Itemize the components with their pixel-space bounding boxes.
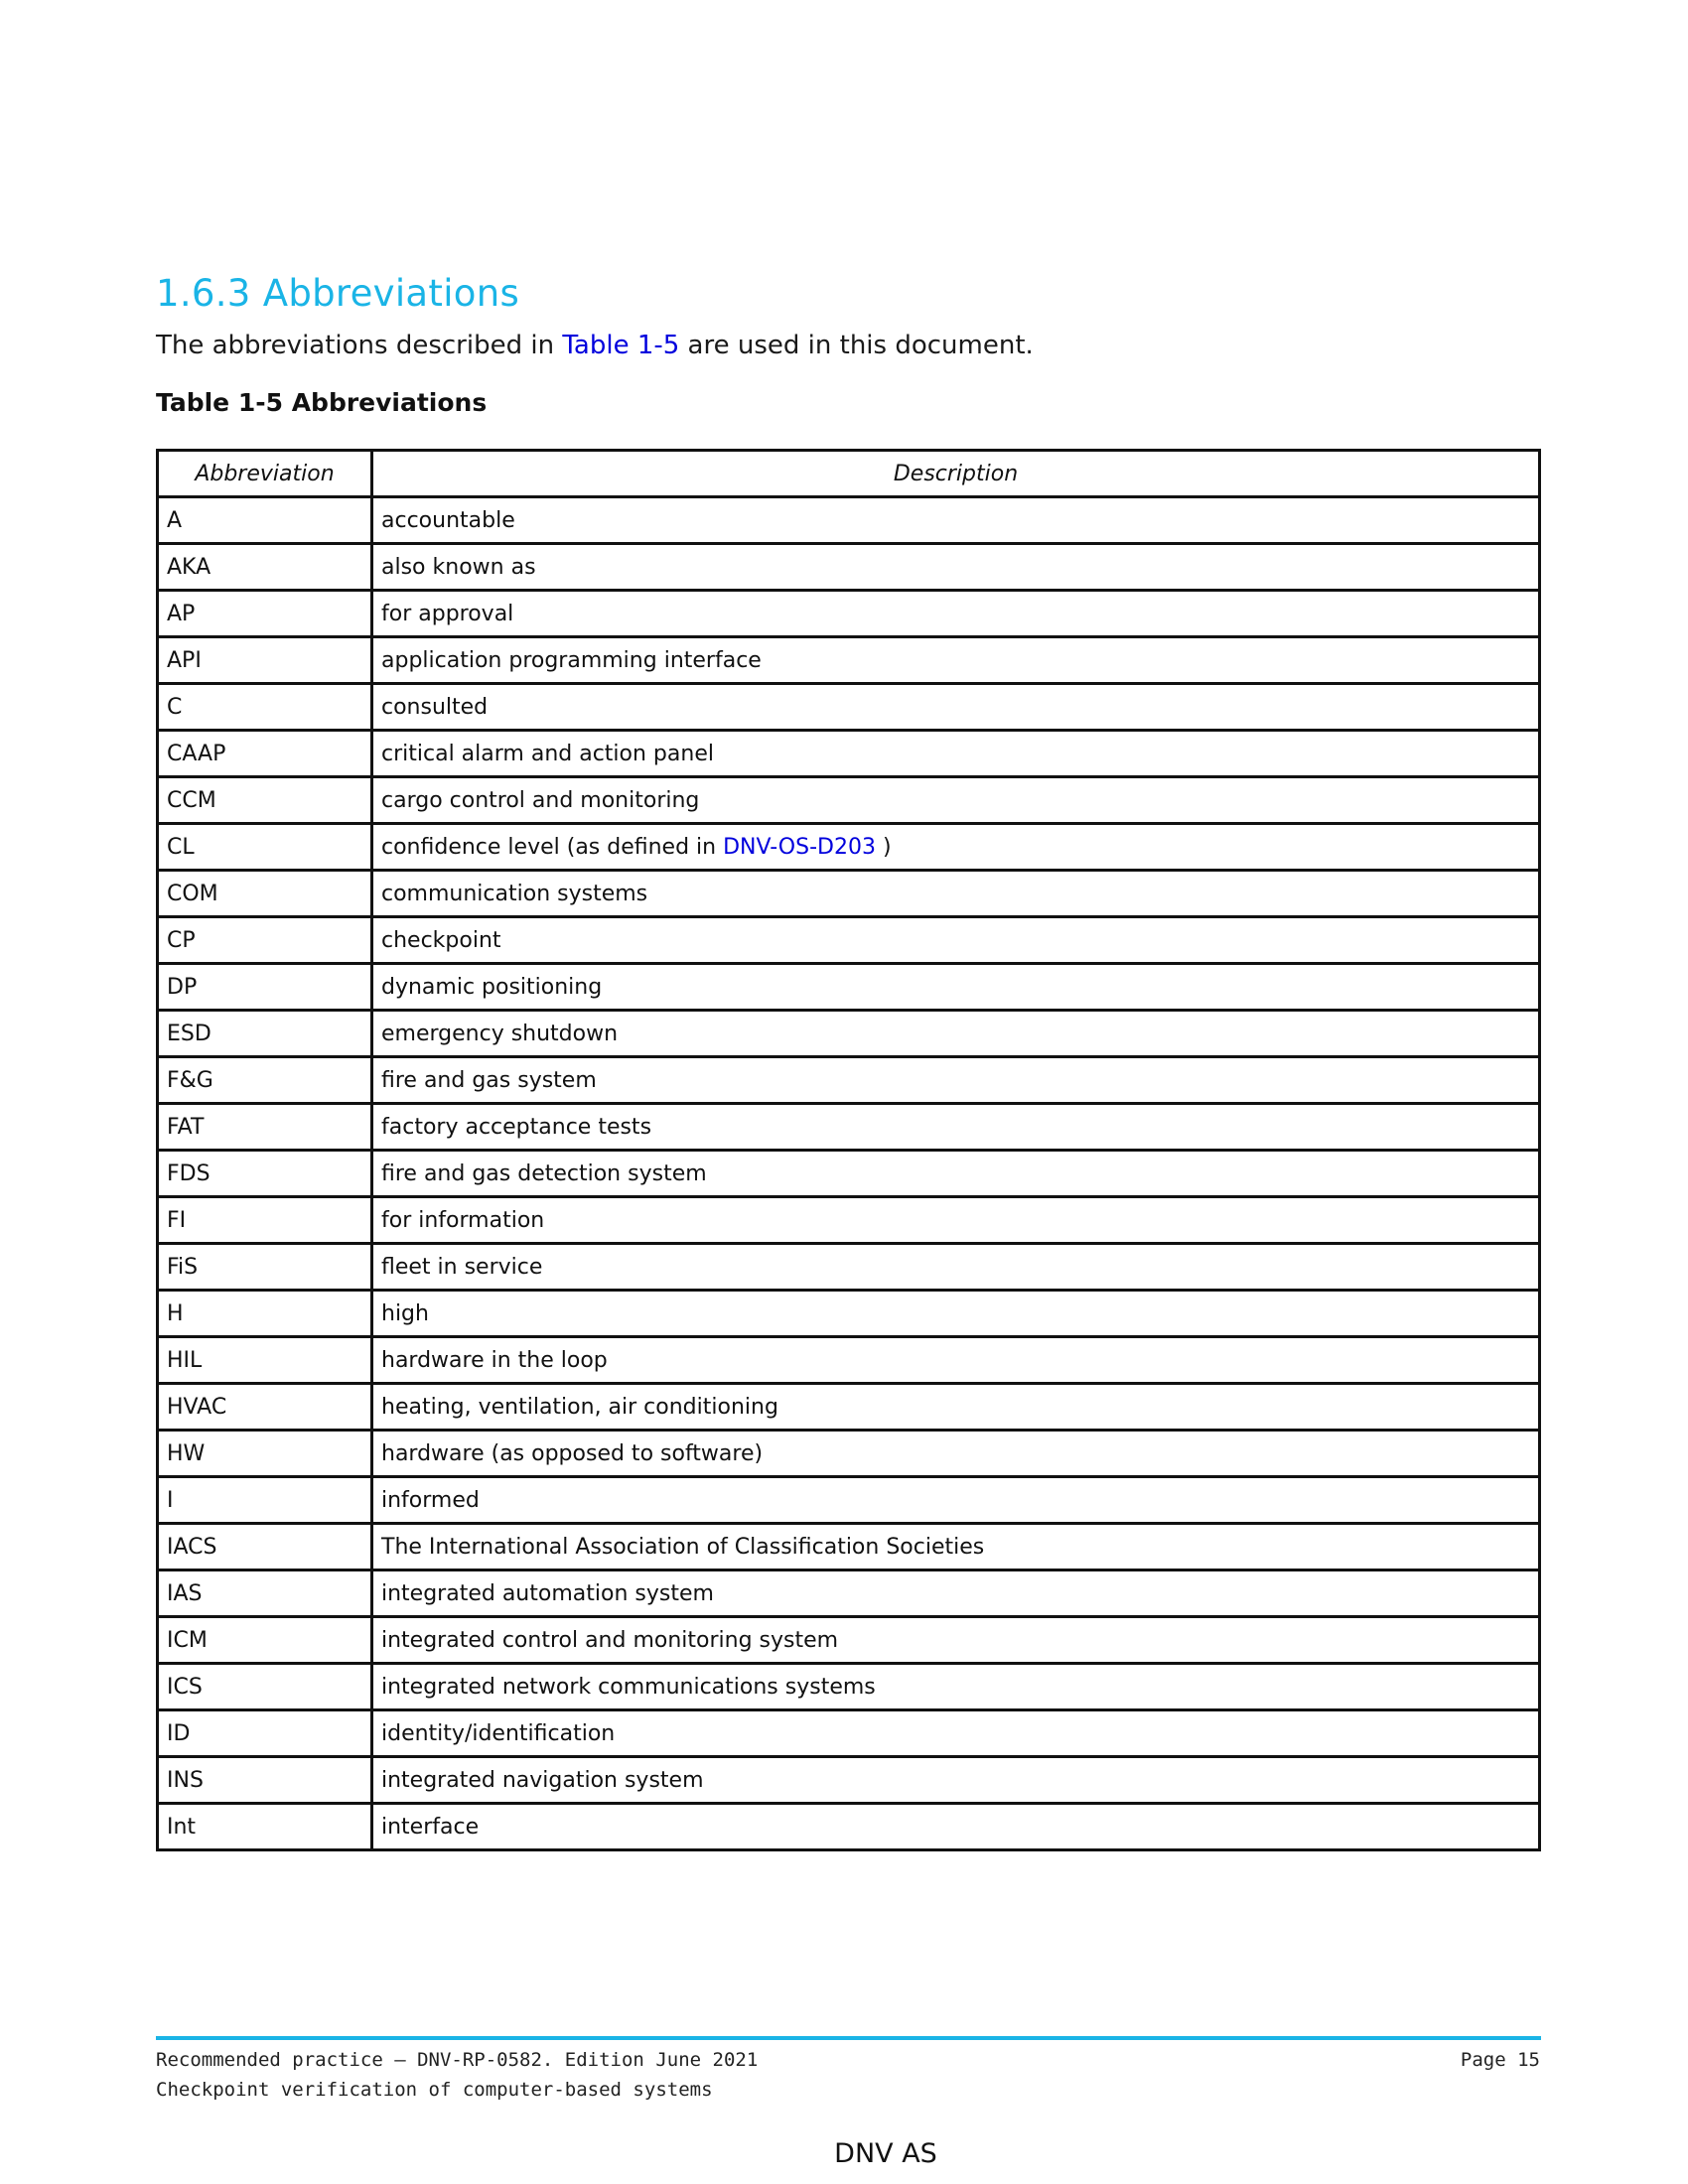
description-cell: cargo control and monitoring [372, 777, 1540, 824]
table-row [158, 591, 1540, 637]
abbreviation-cell: CAAP [158, 731, 372, 777]
description-cell: The International Association of Classification Societies [372, 1524, 1540, 1570]
table-row [158, 684, 1540, 731]
description-cell: factory acceptance tests [372, 1104, 1540, 1151]
header-abbreviation: Abbreviation [158, 451, 372, 497]
description-cell: accountable [372, 497, 1540, 544]
description-cell [372, 824, 1540, 871]
table-body [158, 497, 1540, 1850]
abbreviation-cell: FAT [158, 1104, 372, 1151]
description-cell: communication systems [372, 871, 1540, 917]
table-row [158, 1151, 1540, 1197]
description-cell: hardware in the loop [372, 1337, 1540, 1384]
description-cell: high [372, 1291, 1540, 1337]
abbreviation-cell: IAS [158, 1570, 372, 1617]
description-cell: checkpoint [372, 917, 1540, 964]
description-text-after: ) [875, 834, 892, 860]
description-cell: fleet in service [372, 1244, 1540, 1291]
abbreviation-cell: ICM [158, 1617, 372, 1664]
description-cell: heating, ventilation, air conditioning [372, 1384, 1540, 1431]
description-cell: dynamic positioning [372, 964, 1540, 1011]
header-description: Description [372, 451, 1540, 497]
section-heading: 1.6.3 Abbreviations [156, 272, 520, 315]
abbreviation-cell: ESD [158, 1011, 372, 1057]
table-row [158, 1570, 1540, 1617]
abbreviation-cell: CL [158, 824, 372, 871]
abbreviation-cell: H [158, 1291, 372, 1337]
description-cell: emergency shutdown [372, 1011, 1540, 1057]
description-cell: interface [372, 1804, 1540, 1850]
table-row [158, 1804, 1540, 1850]
description-cell: for information [372, 1197, 1540, 1244]
description-cell: integrated network communications systems [372, 1664, 1540, 1710]
abbreviation-cell: F&G [158, 1057, 372, 1104]
table-row [158, 1477, 1540, 1524]
company-name: DNV AS [834, 2138, 937, 2169]
table-row [158, 1617, 1540, 1664]
abbreviation-cell: AP [158, 591, 372, 637]
abbreviation-cell: CP [158, 917, 372, 964]
description-cell: integrated navigation system [372, 1757, 1540, 1804]
table-row [158, 777, 1540, 824]
footer-document-title: Recommended practice — DNV-RP-0582. Edition June 2021 [156, 2049, 759, 2071]
description-cell: hardware (as opposed to software) [372, 1431, 1540, 1477]
abbreviation-cell: Int [158, 1804, 372, 1850]
description-cell: fire and gas detection system [372, 1151, 1540, 1197]
description-cell: also known as [372, 544, 1540, 591]
description-cell: integrated automation system [372, 1570, 1540, 1617]
abbreviation-cell: API [158, 637, 372, 684]
abbreviation-cell: FiS [158, 1244, 372, 1291]
abbreviation-cell: FI [158, 1197, 372, 1244]
intro-text-before: The abbreviations described in [156, 331, 563, 360]
table-header-row [158, 451, 1540, 497]
table-row [158, 1057, 1540, 1104]
description-cell: critical alarm and action panel [372, 731, 1540, 777]
abbreviation-cell: DP [158, 964, 372, 1011]
description-cell: integrated control and monitoring system [372, 1617, 1540, 1664]
table-row [158, 1431, 1540, 1477]
intro-text-after: are used in this document. [679, 331, 1034, 360]
abbreviation-cell: ICS [158, 1664, 372, 1710]
abbreviations-table [156, 449, 1541, 1851]
abbreviation-cell: CCM [158, 777, 372, 824]
table-row [158, 1244, 1540, 1291]
table-row [158, 497, 1540, 544]
abbreviation-cell: AKA [158, 544, 372, 591]
table-row [158, 1384, 1540, 1431]
table-row [158, 871, 1540, 917]
abbreviation-cell: HW [158, 1431, 372, 1477]
description-cell: for approval [372, 591, 1540, 637]
table-row [158, 1104, 1540, 1151]
table-row [158, 917, 1540, 964]
table-row [158, 731, 1540, 777]
description-cell: fire and gas system [372, 1057, 1540, 1104]
abbreviation-cell: HIL [158, 1337, 372, 1384]
abbreviation-cell: HVAC [158, 1384, 372, 1431]
footer-divider [156, 2036, 1541, 2040]
footer-document-subtitle: Checkpoint verification of computer-based systems [156, 2079, 713, 2101]
abbreviation-cell: IACS [158, 1524, 372, 1570]
table-row [158, 544, 1540, 591]
description-cell: application programming interface [372, 637, 1540, 684]
table-reference-link[interactable]: Table 1-5 [562, 331, 680, 360]
abbreviation-cell: COM [158, 871, 372, 917]
description-cell: identity/identification [372, 1710, 1540, 1757]
description-cell: consulted [372, 684, 1540, 731]
intro-paragraph [156, 331, 1034, 360]
table-row [158, 1757, 1540, 1804]
abbreviation-cell: C [158, 684, 372, 731]
table-row [158, 1664, 1540, 1710]
table-row [158, 1011, 1540, 1057]
description-text: confidence level (as defined in [381, 834, 724, 860]
table-row [158, 637, 1540, 684]
table-row [158, 1291, 1540, 1337]
table-row [158, 824, 1540, 871]
abbreviation-cell: ID [158, 1710, 372, 1757]
table-row [158, 1337, 1540, 1384]
standard-reference-link[interactable]: DNV-OS-D203 [723, 834, 876, 860]
abbreviation-cell: I [158, 1477, 372, 1524]
page-number: Page 15 [1460, 2049, 1540, 2071]
table-row [158, 964, 1540, 1011]
table-row [158, 1197, 1540, 1244]
description-cell: informed [372, 1477, 1540, 1524]
abbreviation-cell: INS [158, 1757, 372, 1804]
abbreviation-cell: A [158, 497, 372, 544]
abbreviation-cell: FDS [158, 1151, 372, 1197]
table-row [158, 1710, 1540, 1757]
table-row [158, 1524, 1540, 1570]
table-caption: Table 1-5 Abbreviations [156, 388, 488, 417]
